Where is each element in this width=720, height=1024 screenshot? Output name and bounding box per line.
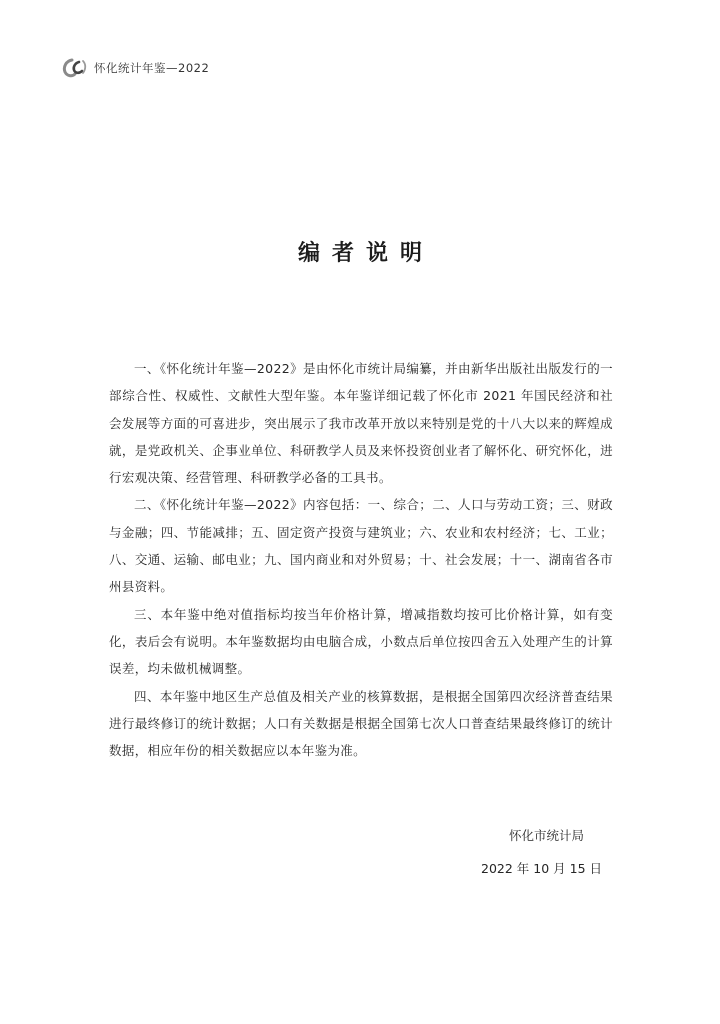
signature-organization: 怀化市统计局	[508, 828, 584, 843]
running-header	[62, 57, 209, 79]
signature-date: 2022 年 10 月 15 日	[481, 861, 602, 876]
paragraph-2: 二、《怀化统计年鉴—2022》内容包括：一、综合；二、人口与劳动工资；三、财政与金融；四、节能减排；五、固定资产投资与建筑业；六、农业和农村经济；七、工业；八、交通、运输、邮电业；九、国内商业和对外贸易；十、社会发展；十一、湖南省各市州县资料。	[109, 497, 613, 595]
signature-block	[481, 826, 602, 879]
body-text	[109, 355, 613, 764]
yearbook-logo-icon	[62, 57, 88, 79]
paragraph-1: 一、《怀化统计年鉴—2022》是由怀化市统计局编纂，并由新华出版社出版发行的一部综合性、权威性、文献性大型年鉴。本年鉴详细记载了怀化市 2021 年国民经济和社会发展等方面的可喜进步，突出展示了我市改革开放以来特别是党的十八大以来的辉煌成就，是党政机关、企事业单位、科研教学人员及来怀投资创业者了解怀化、研究怀化，进行宏观决策、经营管理、科研教学必备的工具书。	[109, 361, 613, 486]
paragraph-4: 四、本年鉴中地区生产总值及相关产业的核算数据，是根据全国第四次经济普查结果进行最终修订的统计数据；人口有关数据是根据全国第七次人口普查结果最终修订的统计数据，相应年份的相关数据应以本年鉴为准。	[109, 688, 613, 759]
paragraph-3: 三、本年鉴中绝对值指标均按当年价格计算，增减指数均按可比价格计算，如有变化，表后会有说明。本年鉴数据均由电脑合成，小数点后单位按四舍五入处理产生的计算误差，均未做机械调整。	[109, 606, 613, 677]
page-title: 编者说明	[297, 240, 434, 266]
running-header-title: 怀化统计年鉴—2022	[94, 61, 210, 75]
